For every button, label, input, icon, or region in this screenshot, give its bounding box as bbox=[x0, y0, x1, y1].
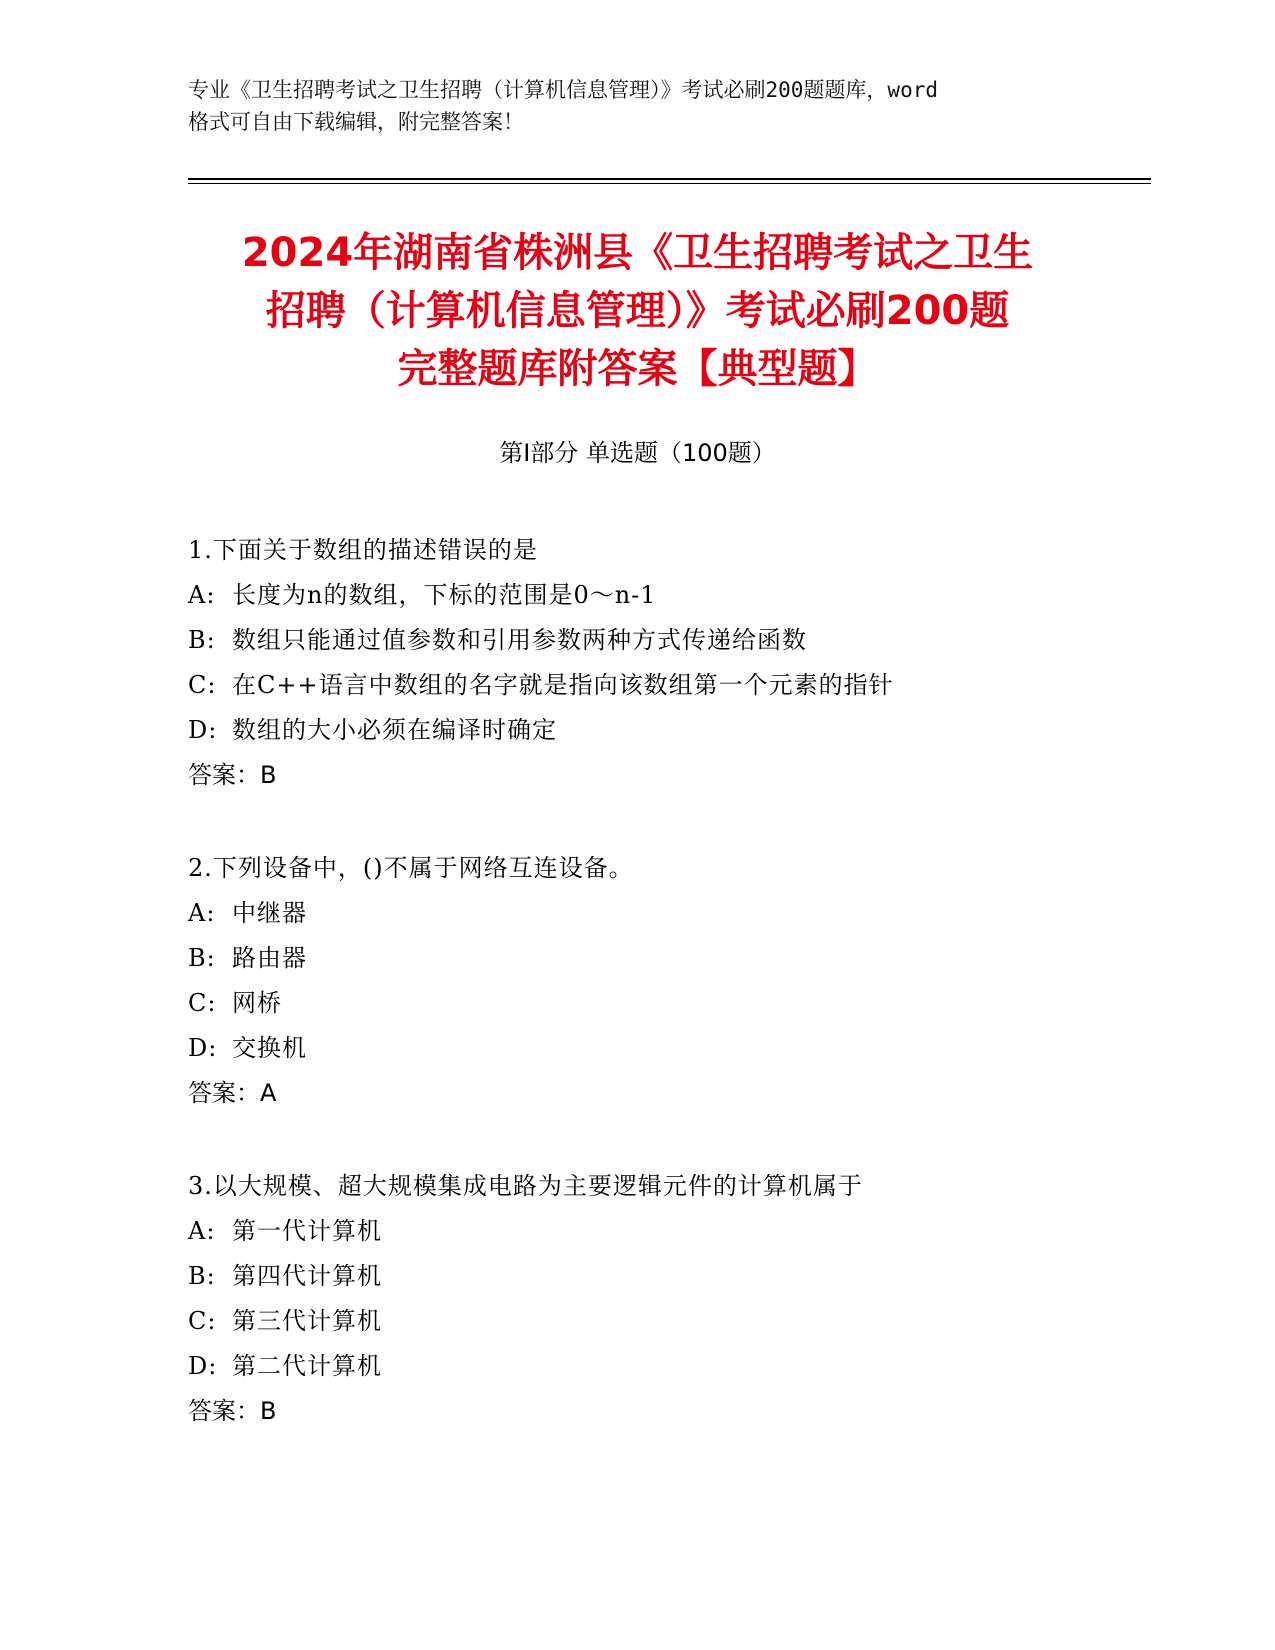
option-key: B: bbox=[188, 944, 216, 972]
option-b bbox=[188, 618, 1088, 663]
option-text: 长度为n的数组，下标的范围是0～n-1 bbox=[232, 581, 657, 609]
header-divider bbox=[188, 178, 1151, 180]
title-line: 完整题库附答案【典型题】 bbox=[397, 346, 878, 392]
question-stem: 2.下列设备中，()不属于网络互连设备。 bbox=[188, 854, 634, 882]
question-list bbox=[188, 528, 1088, 1482]
option-a bbox=[188, 1209, 1088, 1254]
header-note-line: 格式可自由下载编辑，附完整答案！ bbox=[188, 110, 524, 134]
option-key: C: bbox=[188, 989, 217, 1017]
option-text: 数组只能通过值参数和引用参数两种方式传递给函数 bbox=[232, 626, 807, 654]
option-key: B: bbox=[188, 626, 216, 654]
option-key: A: bbox=[188, 899, 216, 927]
option-text: 第二代计算机 bbox=[232, 1352, 382, 1380]
option-key: D: bbox=[188, 716, 218, 744]
option-b bbox=[188, 1254, 1088, 1299]
option-text: 中继器 bbox=[232, 899, 307, 927]
question-item bbox=[188, 1164, 1088, 1434]
title-line: 2024年湖南省株洲县《卫生招聘考试之卫生 bbox=[241, 230, 1034, 276]
option-a bbox=[188, 891, 1088, 936]
question-stem: 3.以大规模、超大规模集成电路为主要逻辑元件的计算机属于 bbox=[188, 1172, 863, 1200]
header-divider-thin bbox=[188, 183, 1151, 184]
option-text: 路由器 bbox=[232, 944, 307, 972]
option-text: 交换机 bbox=[232, 1034, 307, 1062]
question-item bbox=[188, 846, 1088, 1116]
option-text: 在C++语言中数组的名字就是指向该数组第一个元素的指针 bbox=[232, 671, 894, 699]
option-d bbox=[188, 1344, 1088, 1389]
answer-line: 答案：B bbox=[188, 761, 277, 789]
option-a bbox=[188, 573, 1088, 618]
option-text: 第一代计算机 bbox=[232, 1217, 382, 1245]
option-c bbox=[188, 1299, 1088, 1344]
option-text: 网桥 bbox=[232, 989, 282, 1017]
question-stem: 1.下面关于数组的描述错误的是 bbox=[188, 536, 538, 564]
title-line: 招聘（计算机信息管理）》考试必刷200题 bbox=[265, 288, 1010, 334]
answer-line: 答案：B bbox=[188, 1397, 277, 1425]
option-key: A: bbox=[188, 581, 216, 609]
option-d bbox=[188, 1026, 1088, 1071]
option-text: 数组的大小必须在编译时确定 bbox=[232, 716, 557, 744]
option-key: C: bbox=[188, 1307, 217, 1335]
option-key: B: bbox=[188, 1262, 216, 1290]
document-title bbox=[150, 224, 1125, 398]
option-text: 第四代计算机 bbox=[232, 1262, 382, 1290]
option-key: D: bbox=[188, 1034, 218, 1062]
option-text: 第三代计算机 bbox=[232, 1307, 382, 1335]
question-item bbox=[188, 528, 1088, 798]
option-d bbox=[188, 708, 1088, 753]
option-key: A: bbox=[188, 1217, 216, 1245]
answer-line: 答案：A bbox=[188, 1079, 277, 1107]
header-note-line: 专业《卫生招聘考试之卫生招聘（计算机信息管理）》考试必刷200题题库，word bbox=[188, 78, 938, 102]
header-note bbox=[188, 74, 1088, 138]
option-key: C: bbox=[188, 671, 217, 699]
option-b bbox=[188, 936, 1088, 981]
option-c bbox=[188, 663, 1088, 708]
section-heading: 第Ⅰ部分 单选题（100题） bbox=[499, 439, 776, 467]
option-key: D: bbox=[188, 1352, 218, 1380]
option-c bbox=[188, 981, 1088, 1026]
